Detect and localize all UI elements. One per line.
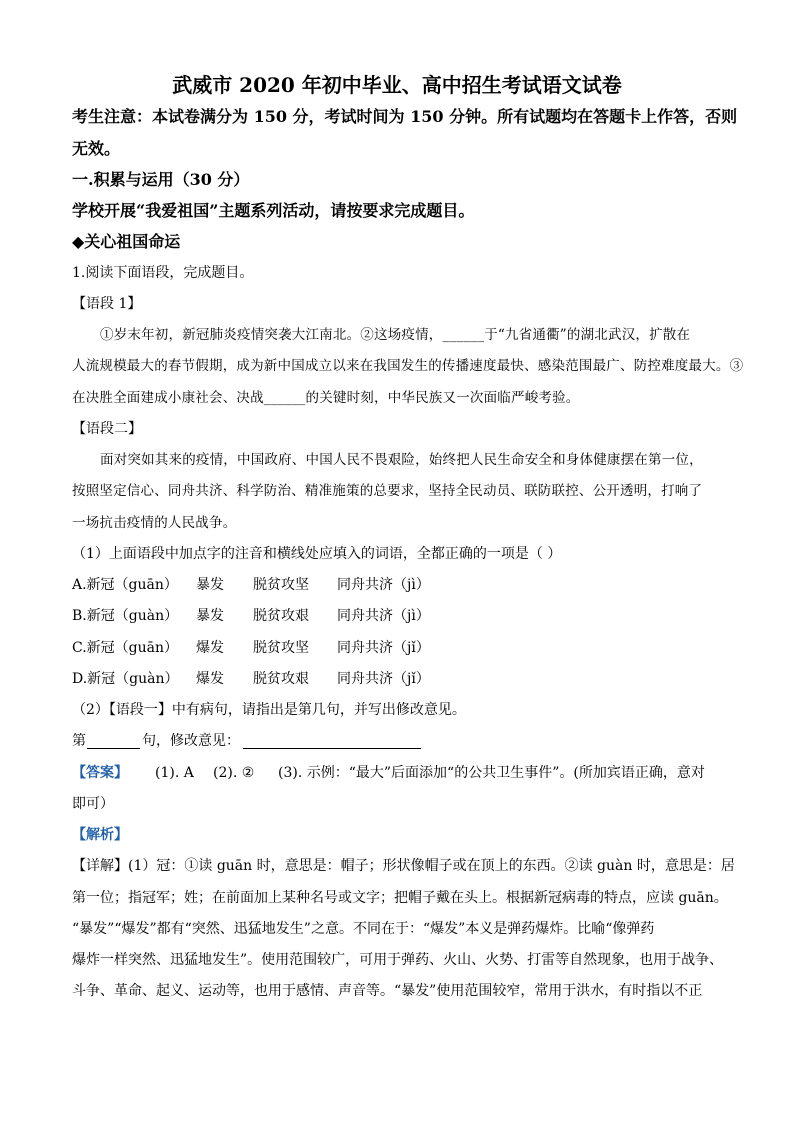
sentence-number-blank xyxy=(87,732,140,749)
option-label: B.新冠（guàn） xyxy=(72,608,179,625)
page-title: 武威市 2020 年初中毕业、高中招生考试语文试卷 xyxy=(172,73,622,97)
analysis-line: “暴发”“爆发”都有“突然、迅猛地发生”之意。不同在于：“爆发”本义是弹药爆炸。比喻“像弹药 xyxy=(72,920,655,937)
option-c xyxy=(72,633,722,664)
answer-label: 【答案】 xyxy=(72,764,128,781)
option-word-1: 暴发 xyxy=(196,608,224,625)
option-label: C.新冠（guān） xyxy=(72,639,179,656)
theme-heading: ◆关心祖国命运 xyxy=(72,232,181,252)
option-d xyxy=(72,664,722,695)
option-word-1: 爆发 xyxy=(196,670,224,687)
fill-middle-text: 句，修改意见： xyxy=(142,733,240,750)
option-b xyxy=(72,601,722,632)
passage-2-label: 【语段二】 xyxy=(72,420,142,437)
answer-part-2: (2). ② xyxy=(213,764,255,781)
passage-2-line: 面对突如其来的疫情，中国政府、中国人民不畏艰险，始终把人民生命安全和身体健康摆在第一位， xyxy=(100,452,703,468)
analysis-line: 【详解】(1）冠：①读 guān 时，意思是：帽子；形状像帽子或在顶上的东西。②读 guàn 时，意思是：居 xyxy=(72,858,735,875)
answer-part-1: (1). A xyxy=(155,764,194,781)
answer-continuation: 即可） xyxy=(72,795,114,812)
question-1-stem: 1.阅读下面语段，完成题目。 xyxy=(72,264,254,281)
option-word-3: 同舟共济（jǐ） xyxy=(337,639,430,656)
notice-line-2: 无效。 xyxy=(72,138,121,158)
exam-page xyxy=(0,70,794,1008)
passage-2-line: 按照坚定信心、同舟共济、科学防治、精准施策的总要求，坚持全民动员、联防联控、公开透明，打响了 xyxy=(72,483,703,500)
answer-part-3: (3). 示例：“最大”后面添加“的公共卫生事件”。(所加宾语正确，意对 xyxy=(278,764,705,781)
passage-2-line: 一场抗击疫情的人民战争。 xyxy=(72,514,237,531)
analysis-label: 【解析】 xyxy=(72,827,128,843)
option-word-3: 同舟共济（jì） xyxy=(337,577,430,593)
fill-in-row xyxy=(72,726,722,757)
section-heading: 一.积累与运用（30 分） xyxy=(72,169,250,189)
option-label: A.新冠（guān） xyxy=(72,577,178,593)
passage-1-line: ①岁末年初，新冠肺炎疫情突袭大江南北。②这场疫情，______于“九省通衢”的湖北武汉，扩散在 xyxy=(100,327,691,343)
activity-intro: 学校开展“我爱祖国”主题系列活动，请按要求完成题目。 xyxy=(72,201,475,220)
analysis-line: 爆炸一样突然、迅猛地发生”。使用范围较广，可用于弹药、火山、火势、打雷等自然现象，也用于战争、 xyxy=(72,952,724,968)
option-word-2: 脱贫攻坚 xyxy=(253,639,309,656)
option-word-1: 爆发 xyxy=(196,639,224,656)
sub-question-2-stem: （2）【语段一】中有病句，请指出是第几句，并写出修改意见。 xyxy=(72,702,466,718)
revision-blank xyxy=(243,732,421,749)
passage-1-line: 在决胜全面建成小康社会、决战______的关键时刻，中华民族又一次面临严峻考验。 xyxy=(72,389,580,406)
option-word-2: 脱贫攻艰 xyxy=(253,670,309,687)
passage-1-label: 【语段 1】 xyxy=(72,295,142,312)
option-word-2: 脱贫攻坚 xyxy=(253,577,309,593)
analysis-line: 斗争、革命、起义、运动等，也用于感情、声音等。“暴发”使用范围较窄，常用于洪水，有时指以不正 xyxy=(72,983,703,1000)
passage-1-line: 人流规模最大的春节假期，成为新中国成立以来在我国发生的传播速度最快、感染范围最广、防控难度最大。③ xyxy=(72,358,744,375)
option-label: D.新冠（guàn） xyxy=(72,670,179,687)
option-word-1: 暴发 xyxy=(196,577,224,593)
option-a xyxy=(72,570,722,601)
option-word-2: 脱贫攻艰 xyxy=(253,608,309,625)
option-word-3: 同舟共济（jì） xyxy=(337,608,430,625)
analysis-line: 第一位；指冠军；姓；在前面加上某种名号或文字；把帽子戴在头上。根据新冠病毒的特点，应读 guān。 xyxy=(72,889,728,906)
option-word-3: 同舟共济（jǐ） xyxy=(337,670,430,687)
answer-row xyxy=(72,758,722,789)
fill-prefix: 第 xyxy=(72,733,86,750)
sub-question-1-stem: （1）上面语段中加点字的注音和横线处应填入的词语，全都正确的一项是（ ） xyxy=(72,545,562,562)
notice-line-1: 考生注意：本试卷满分为 150 分，考试时间为 150 分钟。所有试题均在答题卡上作答，否则 xyxy=(72,107,738,127)
